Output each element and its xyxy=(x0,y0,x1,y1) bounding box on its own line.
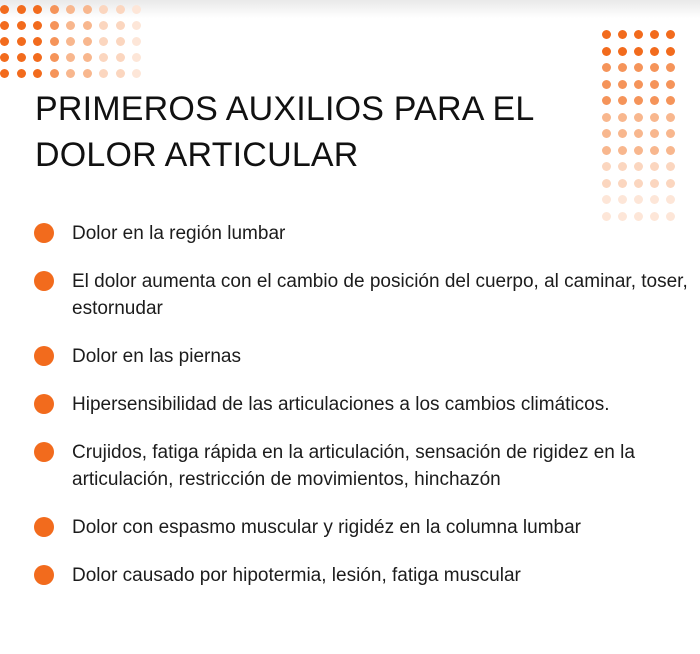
dot-icon xyxy=(618,96,627,105)
dot-icon xyxy=(33,37,42,46)
dot-icon xyxy=(33,21,42,30)
list-item-text: Dolor en la región lumbar xyxy=(72,223,286,244)
list-item xyxy=(34,439,694,493)
dot-icon xyxy=(33,69,42,78)
dot-icon xyxy=(602,80,611,89)
dot-icon xyxy=(650,30,659,39)
dot-icon xyxy=(0,37,9,46)
bullet-dot-icon xyxy=(34,394,54,414)
dot-icon xyxy=(666,162,675,171)
dot-icon xyxy=(634,162,643,171)
dot-icon xyxy=(634,179,643,188)
dot-icon xyxy=(83,53,92,62)
dot-icon xyxy=(132,69,141,78)
dot-icon xyxy=(132,37,141,46)
dot-icon xyxy=(99,21,108,30)
dot-icon xyxy=(83,5,92,14)
dot-icon xyxy=(650,129,659,138)
dot-icon xyxy=(602,146,611,155)
dot-icon xyxy=(650,179,659,188)
dot-icon xyxy=(650,96,659,105)
dot-grid-top-left-icon xyxy=(0,5,141,78)
dot-icon xyxy=(132,21,141,30)
dot-icon xyxy=(66,37,75,46)
dot-icon xyxy=(666,146,675,155)
list-item-text: Dolor causado por hipotermia, lesión, fatiga muscular xyxy=(72,565,521,586)
bullet-dot-icon xyxy=(34,271,54,291)
dot-icon xyxy=(650,80,659,89)
dot-icon xyxy=(618,129,627,138)
dot-icon xyxy=(666,63,675,72)
dot-icon xyxy=(634,96,643,105)
list-item xyxy=(34,343,694,370)
dot-icon xyxy=(99,69,108,78)
dot-icon xyxy=(634,146,643,155)
dot-icon xyxy=(116,21,125,30)
dot-icon xyxy=(650,146,659,155)
dot-icon xyxy=(602,162,611,171)
dot-icon xyxy=(666,96,675,105)
dot-icon xyxy=(618,179,627,188)
dot-icon xyxy=(99,53,108,62)
list-item-text: Dolor en las piernas xyxy=(72,346,241,367)
dot-icon xyxy=(50,69,59,78)
dot-icon xyxy=(666,129,675,138)
dot-icon xyxy=(0,5,9,14)
dot-icon xyxy=(666,195,675,204)
dot-icon xyxy=(650,63,659,72)
list-item xyxy=(34,220,694,247)
list-item xyxy=(34,268,694,322)
dot-icon xyxy=(618,80,627,89)
dot-icon xyxy=(66,21,75,30)
dot-icon xyxy=(116,37,125,46)
dot-icon xyxy=(0,21,9,30)
list-item-text: El dolor aumenta con el cambio de posición del cuerpo, al caminar, toser, estornudar xyxy=(72,271,688,319)
list-item-text: Dolor con espasmo muscular y rigidéz en la columna lumbar xyxy=(72,517,582,538)
dot-icon xyxy=(83,69,92,78)
dot-icon xyxy=(618,146,627,155)
dot-icon xyxy=(116,53,125,62)
bullet-dot-icon xyxy=(34,565,54,585)
dot-icon xyxy=(634,30,643,39)
list-item xyxy=(34,514,694,541)
dot-icon xyxy=(50,5,59,14)
dot-icon xyxy=(83,37,92,46)
dot-icon xyxy=(66,53,75,62)
list-item xyxy=(34,391,694,418)
dot-grid-top-right-icon xyxy=(602,30,675,221)
dot-icon xyxy=(666,47,675,56)
dot-icon xyxy=(17,21,26,30)
dot-icon xyxy=(650,113,659,122)
dot-icon xyxy=(17,5,26,14)
list-item xyxy=(34,562,694,589)
dot-icon xyxy=(132,53,141,62)
page-title: PRIMEROS AUXILIOS PARA EL DOLOR ARTICULAR xyxy=(35,90,534,174)
dot-icon xyxy=(0,53,9,62)
dot-icon xyxy=(602,63,611,72)
dot-icon xyxy=(602,96,611,105)
dot-icon xyxy=(666,30,675,39)
dot-icon xyxy=(634,47,643,56)
bullet-dot-icon xyxy=(34,346,54,366)
dot-icon xyxy=(116,5,125,14)
dot-icon xyxy=(0,69,9,78)
dot-icon xyxy=(116,69,125,78)
dot-icon xyxy=(634,129,643,138)
dot-icon xyxy=(50,37,59,46)
list-item-text: Hipersensibilidad de las articulaciones a los cambios climáticos. xyxy=(72,394,610,415)
dot-icon xyxy=(99,5,108,14)
dot-icon xyxy=(50,21,59,30)
bullet-dot-icon xyxy=(34,517,54,537)
dot-icon xyxy=(132,5,141,14)
dot-icon xyxy=(618,162,627,171)
dot-icon xyxy=(33,5,42,14)
dot-icon xyxy=(618,47,627,56)
dot-icon xyxy=(66,69,75,78)
dot-icon xyxy=(17,37,26,46)
dot-icon xyxy=(634,80,643,89)
list-item-text: Crujidos, fatiga rápida en la articulación, sensación de rigidez en la articulación, restricción de movimientos, hinchazón xyxy=(72,442,635,490)
dot-icon xyxy=(602,179,611,188)
dot-icon xyxy=(618,195,627,204)
dot-icon xyxy=(666,80,675,89)
bullet-list xyxy=(34,220,694,610)
dot-icon xyxy=(602,195,611,204)
bullet-dot-icon xyxy=(34,442,54,462)
dot-icon xyxy=(666,113,675,122)
dot-icon xyxy=(650,47,659,56)
dot-icon xyxy=(618,113,627,122)
dot-icon xyxy=(618,63,627,72)
dot-icon xyxy=(50,53,59,62)
dot-icon xyxy=(602,30,611,39)
dot-icon xyxy=(83,21,92,30)
dot-icon xyxy=(99,37,108,46)
dot-icon xyxy=(602,113,611,122)
dot-icon xyxy=(618,30,627,39)
dot-icon xyxy=(66,5,75,14)
dot-icon xyxy=(634,113,643,122)
dot-icon xyxy=(602,129,611,138)
dot-icon xyxy=(17,69,26,78)
dot-icon xyxy=(666,179,675,188)
dot-icon xyxy=(650,162,659,171)
dot-icon xyxy=(17,53,26,62)
dot-icon xyxy=(650,195,659,204)
dot-icon xyxy=(602,47,611,56)
bullet-dot-icon xyxy=(34,223,54,243)
dot-icon xyxy=(634,195,643,204)
dot-icon xyxy=(634,63,643,72)
dot-icon xyxy=(33,53,42,62)
